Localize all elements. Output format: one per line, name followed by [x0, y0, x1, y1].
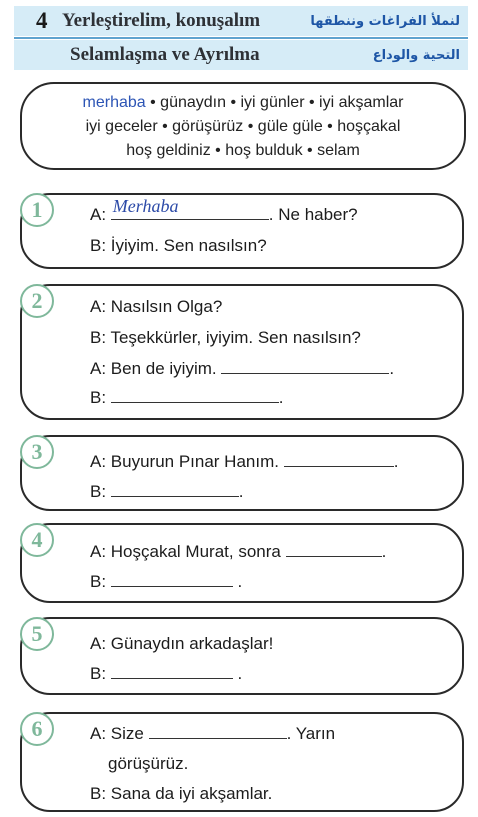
dialog-2-line-a2 — [90, 359, 394, 379]
dialog-2-line-b2 — [90, 388, 284, 408]
dialog-text: . — [238, 482, 244, 501]
dialog-number-badge: 6 — [20, 712, 54, 746]
dialog-5-line-a: A: Günaydın arkadaşlar! — [90, 634, 274, 653]
word-bank-line-3: hoş geldiniz • hoş bulduk • selam — [126, 142, 360, 159]
dialog-text: . — [278, 388, 284, 407]
answer-blank[interactable] — [111, 572, 233, 587]
dialog-text: A: Buyurun Pınar Hanım. — [90, 452, 284, 471]
dialog-text: A: Ben de iyiyim. — [90, 359, 222, 378]
dialog-3-line-b — [90, 482, 244, 502]
word-bank — [20, 82, 466, 170]
dialog-2-line-b1: B: Teşekkürler, iyiyim. Sen nasılsın? — [90, 328, 361, 347]
exercise-subtitle: Selamlaşma ve Ayrılma — [70, 44, 260, 65]
exercise-title: Yerleştirelim, konuşalım — [62, 10, 261, 31]
dialog-6-line-a — [90, 724, 335, 744]
answer-blank[interactable] — [149, 724, 287, 739]
speaker-b-label: B: — [90, 572, 111, 591]
speaker-b-label: B: — [90, 482, 111, 501]
dialog-number-badge: 4 — [20, 523, 54, 557]
answer-blank[interactable] — [221, 359, 389, 374]
speaker-b-label: B: — [90, 388, 111, 407]
word-merhaba: merhaba — [82, 94, 146, 111]
exercise-title-arabic: لنملأ الفراغات وننطقها — [310, 13, 460, 29]
exercise-number: 4 — [36, 8, 48, 33]
dialog-1-line-a — [90, 196, 358, 225]
speaker-a-label: A: — [90, 205, 111, 224]
dialog-1 — [20, 193, 464, 269]
answer-blank[interactable] — [111, 196, 269, 220]
handwritten-answer: Merhaba — [112, 196, 179, 216]
dialog-2 — [20, 284, 464, 420]
answer-blank[interactable] — [111, 388, 279, 403]
dialog-text: . Yarın — [286, 724, 336, 743]
dialog-3-line-a — [90, 452, 398, 472]
dialog-text: A: Size — [90, 724, 149, 743]
answer-blank[interactable] — [286, 542, 382, 557]
dialog-5-line-b — [90, 664, 242, 684]
exercise-subtitle-arabic: التحية والوداع — [372, 47, 460, 63]
dialog-1-line-b: B: İyiyim. Sen nasılsın? — [90, 236, 267, 255]
answer-blank[interactable] — [111, 482, 239, 497]
word-bank-line-2: iyi geceler • görüşürüz • güle güle • hoşçakal — [85, 118, 401, 135]
exercise-subheader — [14, 40, 468, 70]
dialog-5 — [20, 617, 464, 695]
speaker-b-label: B: — [90, 664, 111, 683]
dialog-number-badge: 1 — [20, 193, 54, 227]
word-bank-line-1 — [22, 91, 464, 115]
dialog-4-line-a — [90, 542, 386, 562]
dialog-4 — [20, 523, 464, 603]
exercise-header — [14, 6, 468, 36]
header-divider — [14, 37, 468, 39]
answer-blank[interactable] — [111, 664, 233, 679]
dialog-2-line-a1: A: Nasılsın Olga? — [90, 297, 223, 316]
dialog-3 — [20, 435, 464, 511]
word-bank-line-1-rest: • günaydın • iyi günler • iyi akşamlar — [145, 94, 404, 111]
dialog-text: . — [381, 542, 387, 561]
dialog-text: A: Hoşçakal Murat, sonra — [90, 542, 286, 561]
dialog-6-line-b: B: Sana da iyi akşamlar. — [90, 784, 273, 803]
dialog-text: . — [232, 572, 243, 591]
dialog-6 — [20, 712, 464, 812]
dialog-4-line-b — [90, 572, 242, 592]
dialog-number-badge: 5 — [20, 617, 54, 651]
dialog-number-badge: 3 — [20, 435, 54, 469]
dialog-text: . — [232, 664, 243, 683]
dialog-text: . — [393, 452, 399, 471]
answer-blank[interactable] — [284, 452, 394, 467]
dialog-text: . — [389, 359, 395, 378]
dialog-6-line-a-continued: görüşürüz. — [108, 754, 189, 773]
dialog-number-badge: 2 — [20, 284, 54, 318]
dialog-text: . Ne haber? — [268, 205, 358, 224]
